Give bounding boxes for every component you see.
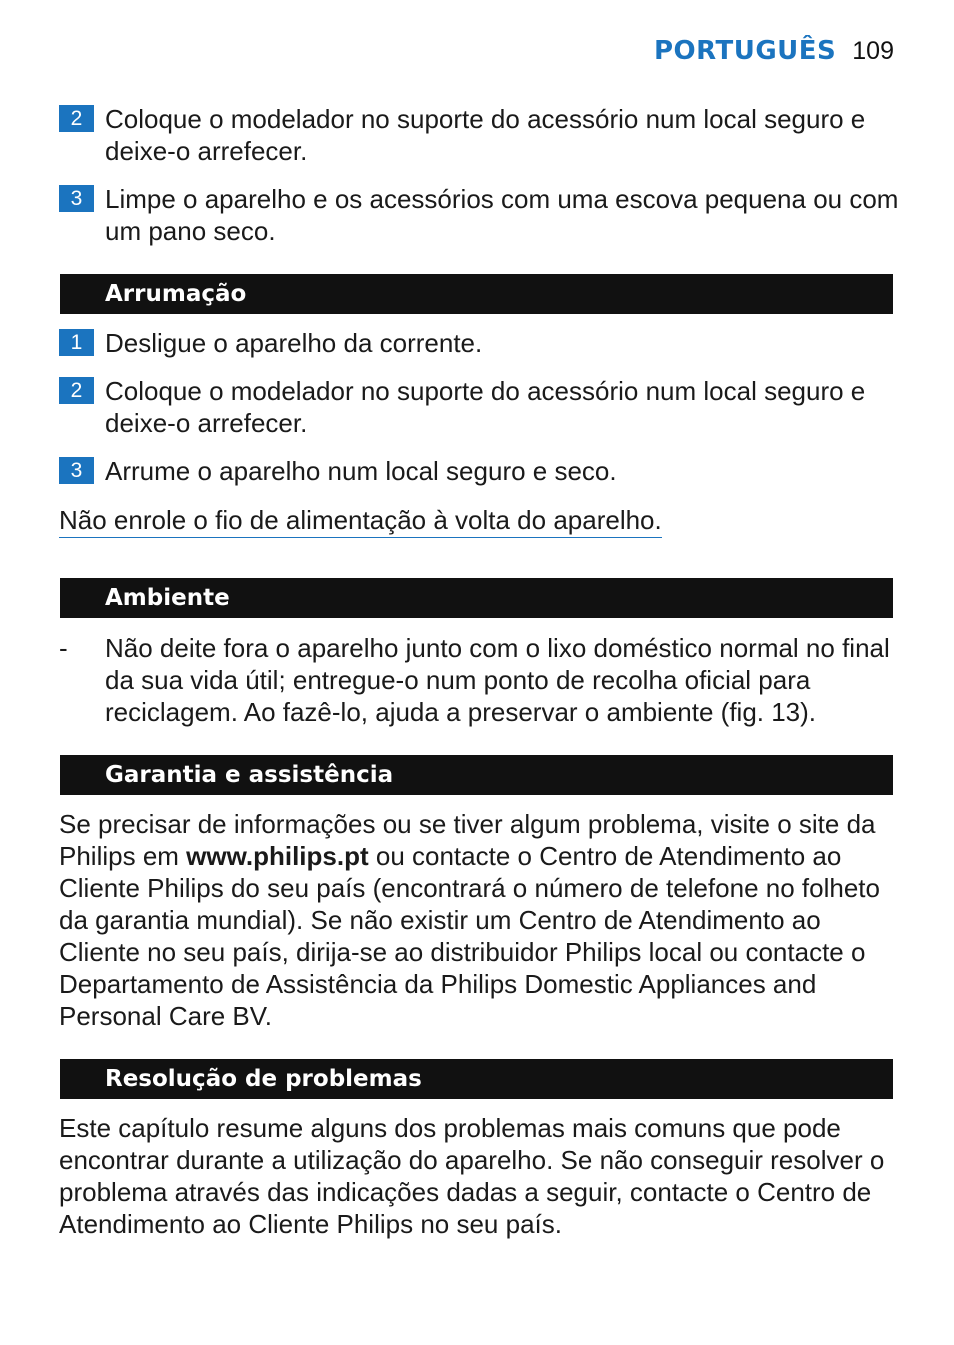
step-number-badge: 3 [59, 185, 94, 212]
warranty-text-before: Se precisar de informações ou se tiver algum problema, visite o site da Philips em [59, 809, 876, 871]
storage-note: Não enrole o fio de alimentação à volta do aparelho. [59, 504, 662, 538]
cleaning-step-2 [59, 103, 899, 167]
storage-step-3 [59, 455, 899, 487]
step-number-badge: 1 [59, 329, 94, 356]
storage-step-2 [59, 375, 899, 439]
section-heading-warranty: Garantia e assistência [60, 755, 893, 795]
step-text: Desligue o aparelho da corrente. [105, 328, 483, 358]
step-text: Arrume o aparelho num local seguro e seco. [105, 456, 617, 486]
warranty-paragraph [59, 808, 899, 1032]
cleaning-step-3 [59, 183, 899, 247]
warranty-text-after: ou contacte o Centro de Atendimento ao Cliente Philips do seu país (encontrará o número de telefone no folheto da garantia mundial). Se não existir um Centro de Atendimento ao Cliente no seu país, dirija-se ao distribuidor Philips local ou contacte o Departamento de Assistência da Philips Domestic Appliances and Personal Care BV. [59, 841, 880, 1031]
step-number-badge: 2 [59, 105, 94, 132]
storage-step-1 [59, 327, 899, 359]
page-header [654, 36, 894, 66]
language-label: PORTUGUÊS [653, 36, 837, 66]
philips-website-link[interactable]: www.philips.pt [186, 841, 369, 871]
troubleshooting-paragraph: Este capítulo resume alguns dos problemas mais comuns que pode encontrar durante a utilização do aparelho. Se não conseguir resolver o problema através das indicações dadas a seguir, contacte o Centro de Atendimento ao Cliente Philips no seu país. [59, 1113, 885, 1239]
step-text: Limpe o aparelho e os acessórios com uma escova pequena ou com um pano seco. [105, 184, 899, 246]
bullet-dash: - [59, 633, 68, 663]
section-heading-storage: Arrumação [60, 274, 893, 314]
step-text: Coloque o modelador no suporte do acessório num local seguro e deixe-o arrefecer. [105, 376, 866, 438]
section-heading-troubleshooting: Resolução de problemas [60, 1059, 893, 1099]
step-number-badge: 2 [59, 377, 94, 404]
environment-text: Não deite fora o aparelho junto com o lixo doméstico normal no final da sua vida útil; entregue-o num ponto de recolha oficial para reciclagem. Ao fazê-lo, ajuda a preservar o ambiente (fig. 13). [105, 633, 890, 727]
step-number-badge: 3 [59, 457, 94, 484]
step-text: Coloque o modelador no suporte do acessório num local seguro e deixe-o arrefecer. [105, 104, 866, 166]
environment-bullet-item [59, 632, 899, 728]
section-heading-environment: Ambiente [60, 578, 893, 618]
page-number: 109 [852, 37, 894, 65]
